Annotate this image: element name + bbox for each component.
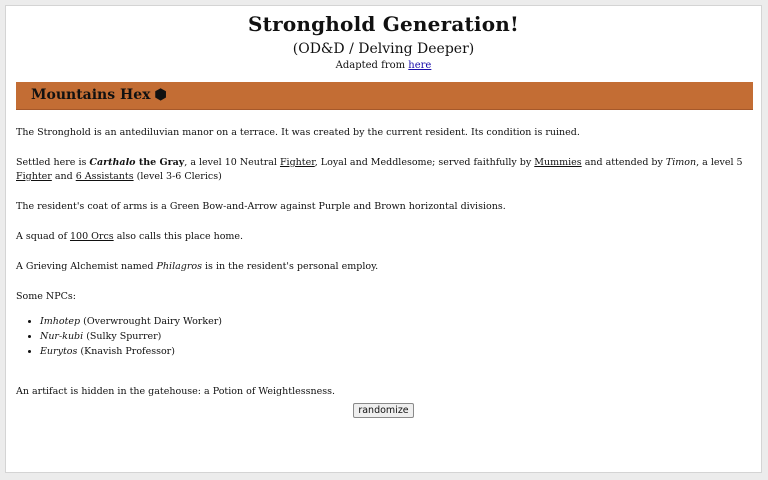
resident-paragraph [16,156,751,184]
resident-prefix: Settled here is [16,157,90,168]
page-title: Stronghold Generation! [248,12,519,36]
hexagon-icon: ⬢ [154,87,167,103]
npc-list [16,314,751,359]
companion-class-link[interactable]: Fighter [16,171,52,182]
hex-title-text: Mountains Hex [31,87,151,103]
page-subtitle: (OD&D / Delving Deeper) [292,41,475,57]
npc-item [40,329,751,344]
employee-paragraph [16,260,751,274]
npc-name: Imhotep [40,316,81,327]
stronghold-description: The Stronghold is an antediluvian manor on a terrace. It was created by the current resident. Its condition is ruined. [16,127,580,138]
npc-role: (Overwrought Dairy Worker) [80,316,222,327]
hex-header-bar [16,82,753,110]
companion-name: Timon [665,157,697,168]
employee-name: Philagros [156,261,202,272]
resident-name: Carthalo [89,157,136,168]
squad-prefix: A squad of [16,231,70,242]
resident-traits: , Loyal and Meddlesome; served faithfully by [314,157,535,168]
and-text: and [51,171,76,182]
squad-paragraph [16,230,751,244]
companion-level: , a level 5 [696,157,743,168]
squad-force-link[interactable]: 100 Orcs [69,231,114,242]
employee-prefix: A Grieving Alchemist named [16,261,157,272]
randomize-button[interactable]: randomize [353,403,413,418]
npcs-heading: Some NPCs: [16,291,76,302]
assistants-suffix: (level 3-6 Clerics) [133,171,222,182]
servants-link[interactable]: Mummies [534,157,582,168]
squad-suffix: also calls this place home. [113,231,244,242]
npc-item [40,344,751,359]
npc-role: (Sulky Spurrer) [83,331,162,342]
resident-class-link[interactable]: Fighter [279,157,315,168]
stronghold-content [16,126,751,418]
resident-level: , a level 10 Neutral [184,157,280,168]
adapted-prefix: Adapted from [335,60,409,71]
npc-item [40,314,751,329]
npc-name: Eurytos [40,346,78,357]
adapted-source-link[interactable]: here [408,60,432,71]
hex-title [31,87,167,103]
artifact-text: An artifact is hidden in the gatehouse: a Potion of Weightlessness. [16,386,335,397]
coat-of-arms-text: The resident's coat of arms is a Green Bow-and-Arrow against Purple and Brown horizontal divisions. [16,201,506,212]
adapted-from [6,60,761,71]
page [5,5,762,473]
employee-suffix: is in the resident's personal employ. [202,261,379,272]
attended-text: and attended by [581,157,666,168]
assistants-link[interactable]: 6 Assistants [75,171,134,182]
resident-epithet: the Gray [138,157,185,168]
controls [16,403,751,418]
npc-name: Nur-kubi [40,331,84,342]
npc-role: (Knavish Professor) [77,346,175,357]
